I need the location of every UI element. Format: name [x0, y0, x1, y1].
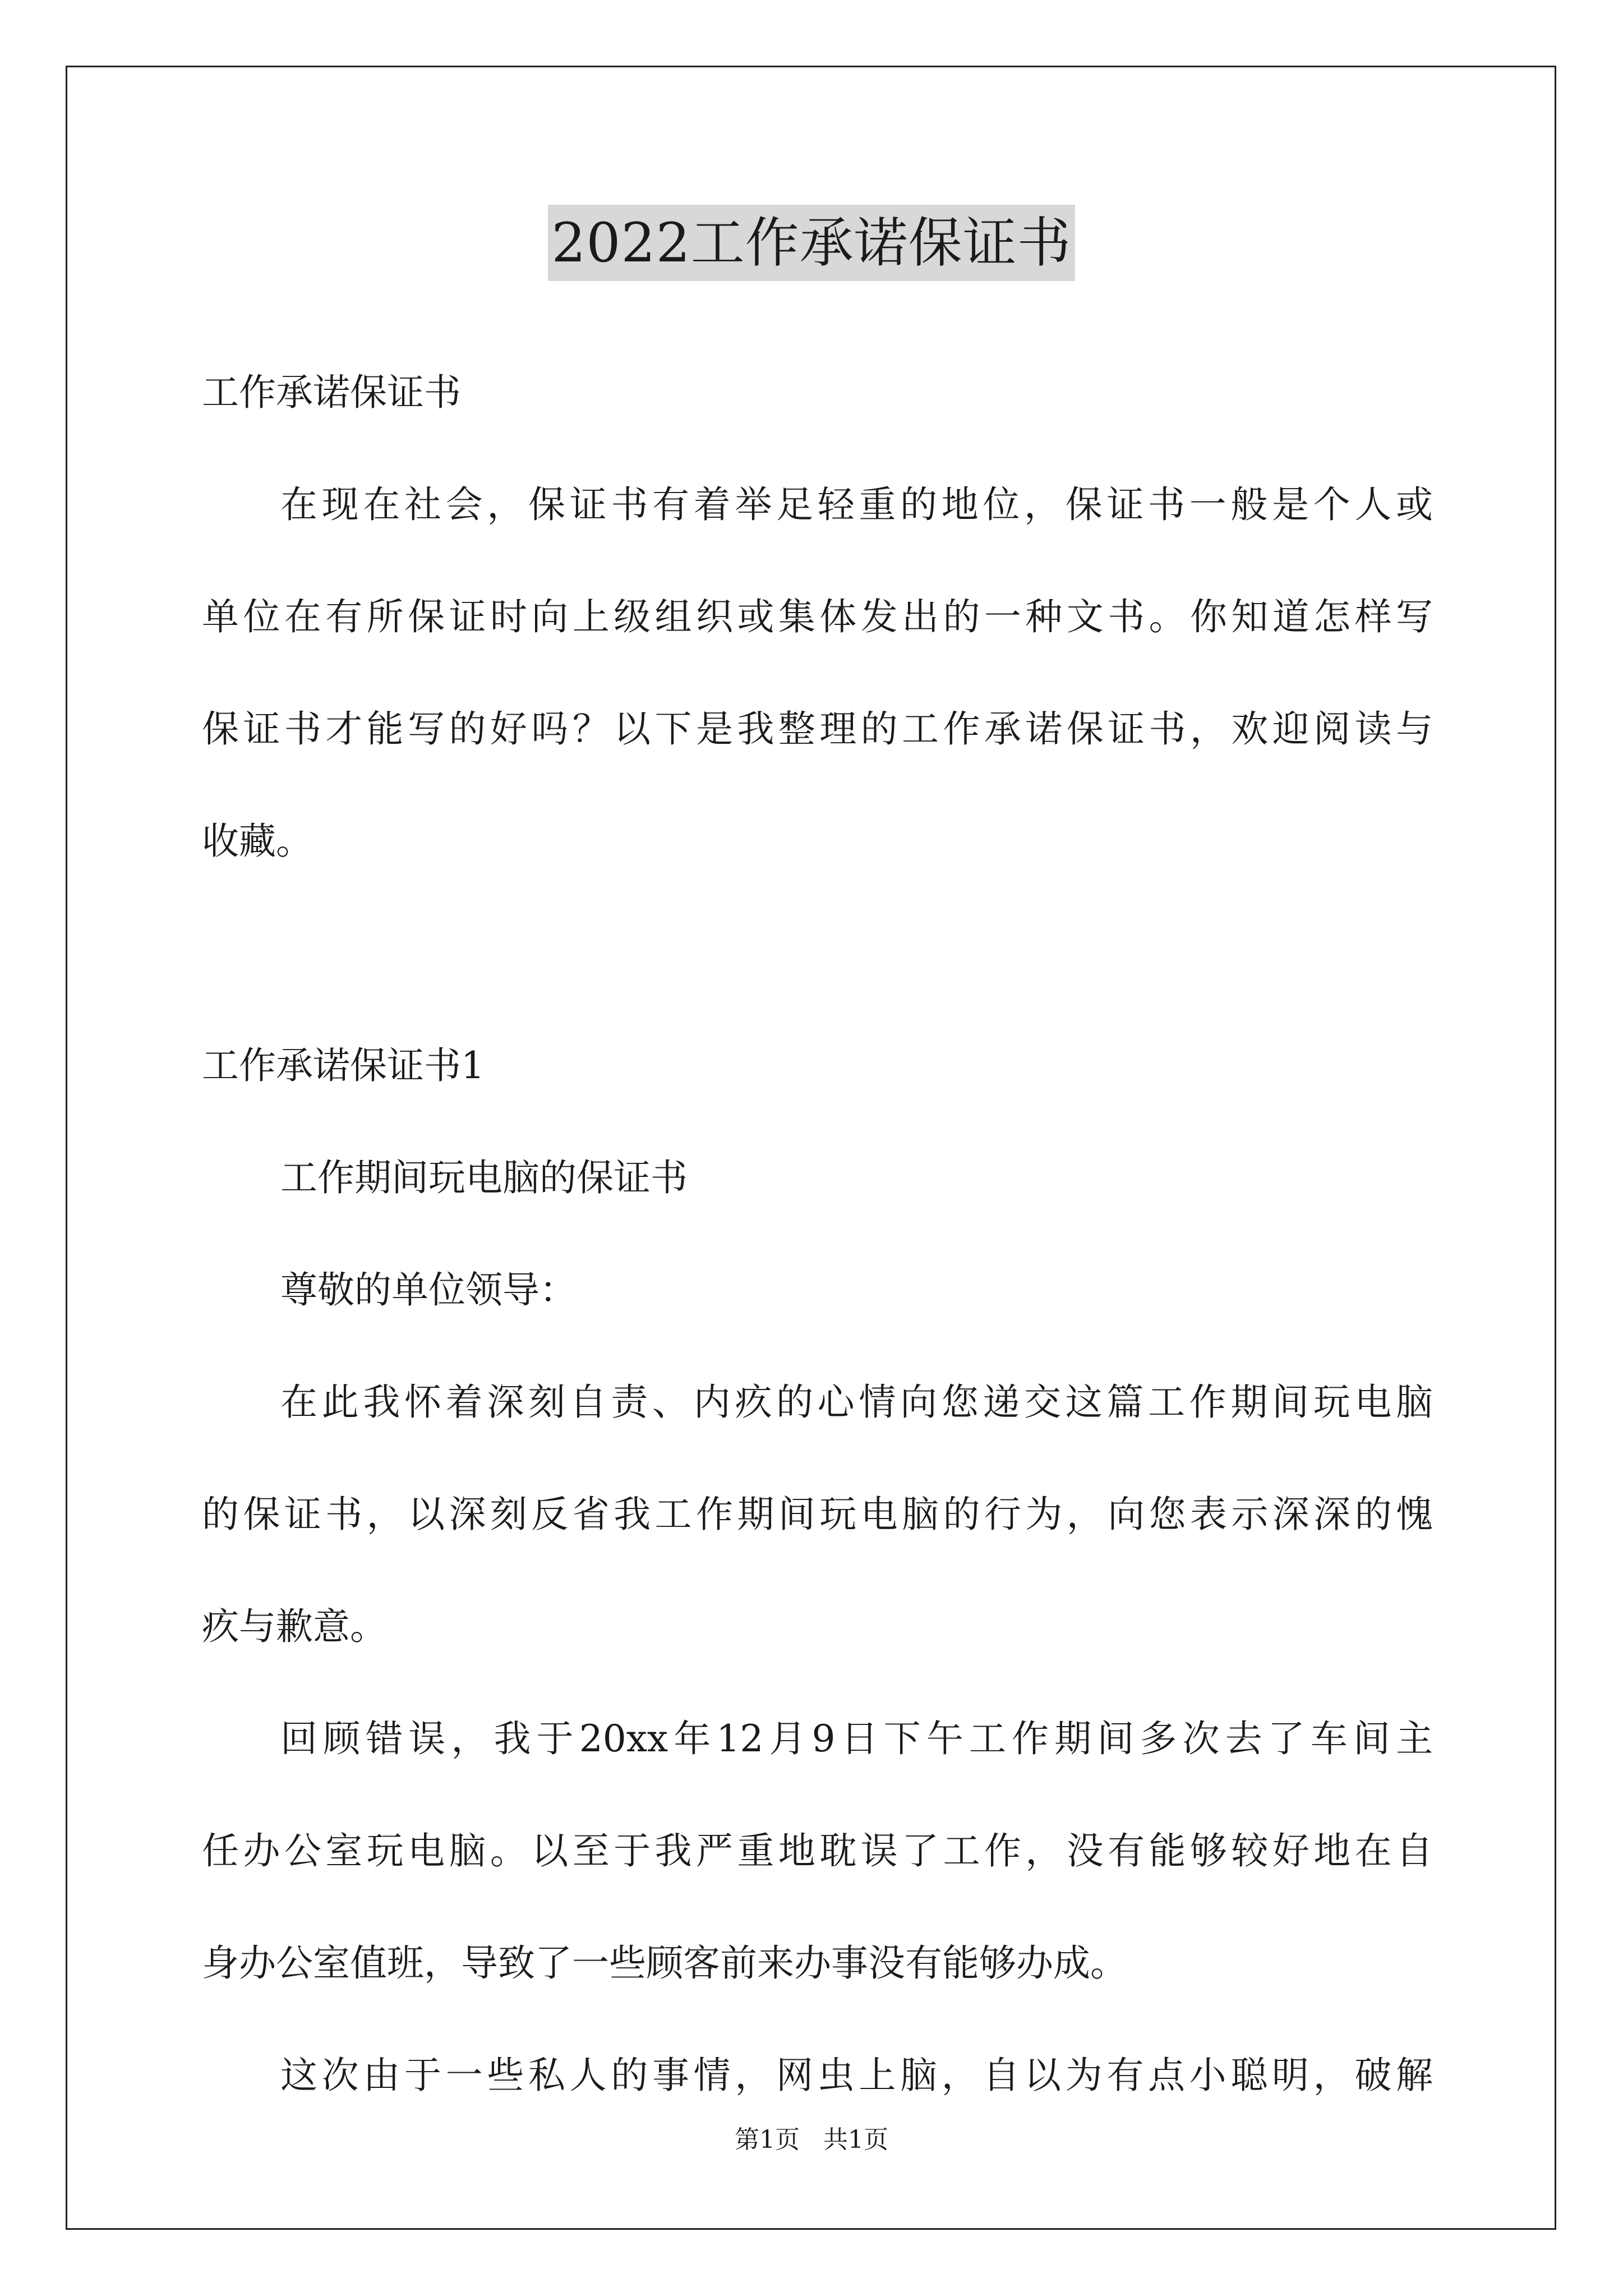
paragraph-line: 身办公室值班，导致了一些顾客前来办事没有能够办成。	[202, 1941, 1127, 1985]
paragraph-line: 这次由于一些私人的事情，网虫上脑，自以为有点小聪明，破解	[280, 2054, 1433, 2097]
paragraph-line: 在现在社会，保证书有着举足轻重的地位，保证书一般是个人或	[280, 483, 1433, 526]
paragraph-line: 单位在有所保证时向上级组织或集体发出的一种文书。你知道怎样写	[202, 595, 1433, 638]
page-footer	[0, 2123, 1623, 2157]
paragraph-line: 疚与歉意。	[202, 1605, 387, 1648]
blank-line	[202, 898, 1433, 1010]
page-number: 第1页	[735, 2125, 800, 2154]
paragraph-line: 回顾错误，我于20xx年12月9日下午工作期间多次去了车间主	[280, 1717, 1433, 1760]
paragraph-line: 任办公室玩电脑。以至于我严重地耽误了工作，没有能够较好地在自	[202, 1829, 1433, 1872]
page-total: 共1页	[823, 2125, 888, 2154]
paragraph-line: 收藏。	[202, 820, 313, 863]
section-heading: 工作承诺保证书1	[202, 1044, 485, 1087]
paragraph-line: 在此我怀着深刻自责、内疚的心情向您递交这篇工作期间玩电脑	[280, 1381, 1433, 1424]
salutation: 尊敬的单位领导：	[280, 1268, 577, 1312]
letter-title: 工作期间玩电脑的保证书	[280, 1156, 688, 1199]
section-heading: 工作承诺保证书	[202, 371, 461, 414]
document-body	[202, 337, 1433, 2132]
document-title: 2022工作承诺保证书	[548, 205, 1075, 281]
title-container	[0, 205, 1623, 281]
paragraph-line: 保证书才能写的好吗？以下是我整理的工作承诺保证书，欢迎阅读与	[202, 707, 1433, 751]
paragraph-line: 的保证书，以深刻反省我工作期间玩电脑的行为，向您表示深深的愧	[202, 1493, 1433, 1536]
